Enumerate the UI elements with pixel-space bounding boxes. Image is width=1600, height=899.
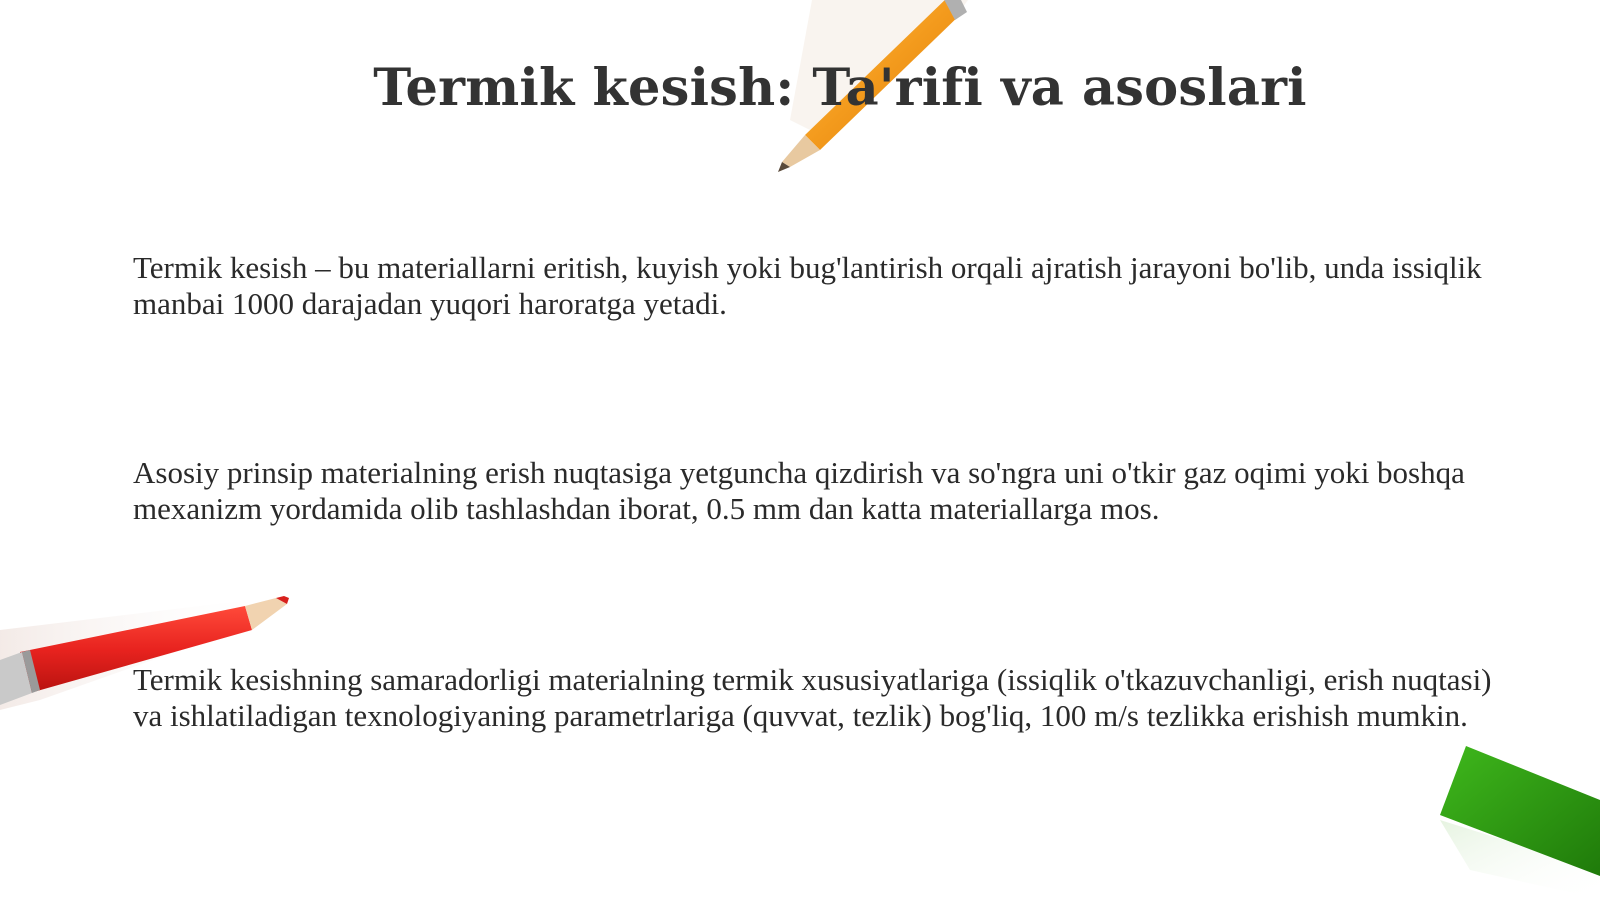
paragraph-definition: Termik kesish – bu materiallarni eritish, kuyish yoki bug'lantirish orqali ajratish jarayoni bo'lib, unda issiqlik manbai 1000 darajadan yuqori haroratga yetadi. [133,250,1482,321]
paragraph-efficiency: Termik kesishning samaradorligi materialning termik xususiyatlariga (issiqlik o'tkazuvchanligi, erish nuqtasi) va ishlatiladigan texnologiyaning parametrlariga (quvvat, tezlik) bog'liq, 100 m/s tezlikka erishish mumkin. [133,662,1492,733]
slide-title: Termik kesish: Ta'rifi va asoslari [373,58,1307,118]
paragraph-principle: Asosiy prinsip materialning erish nuqtasiga yetguncha qizdirish va so'ngra uni o'tkir gaz oqimi yoki boshqa mexanizm yordamida olib tashlashdan iborat, 0.5 mm dan katta materiallarga mos. [133,455,1465,526]
marker-green-icon [1440,746,1600,899]
